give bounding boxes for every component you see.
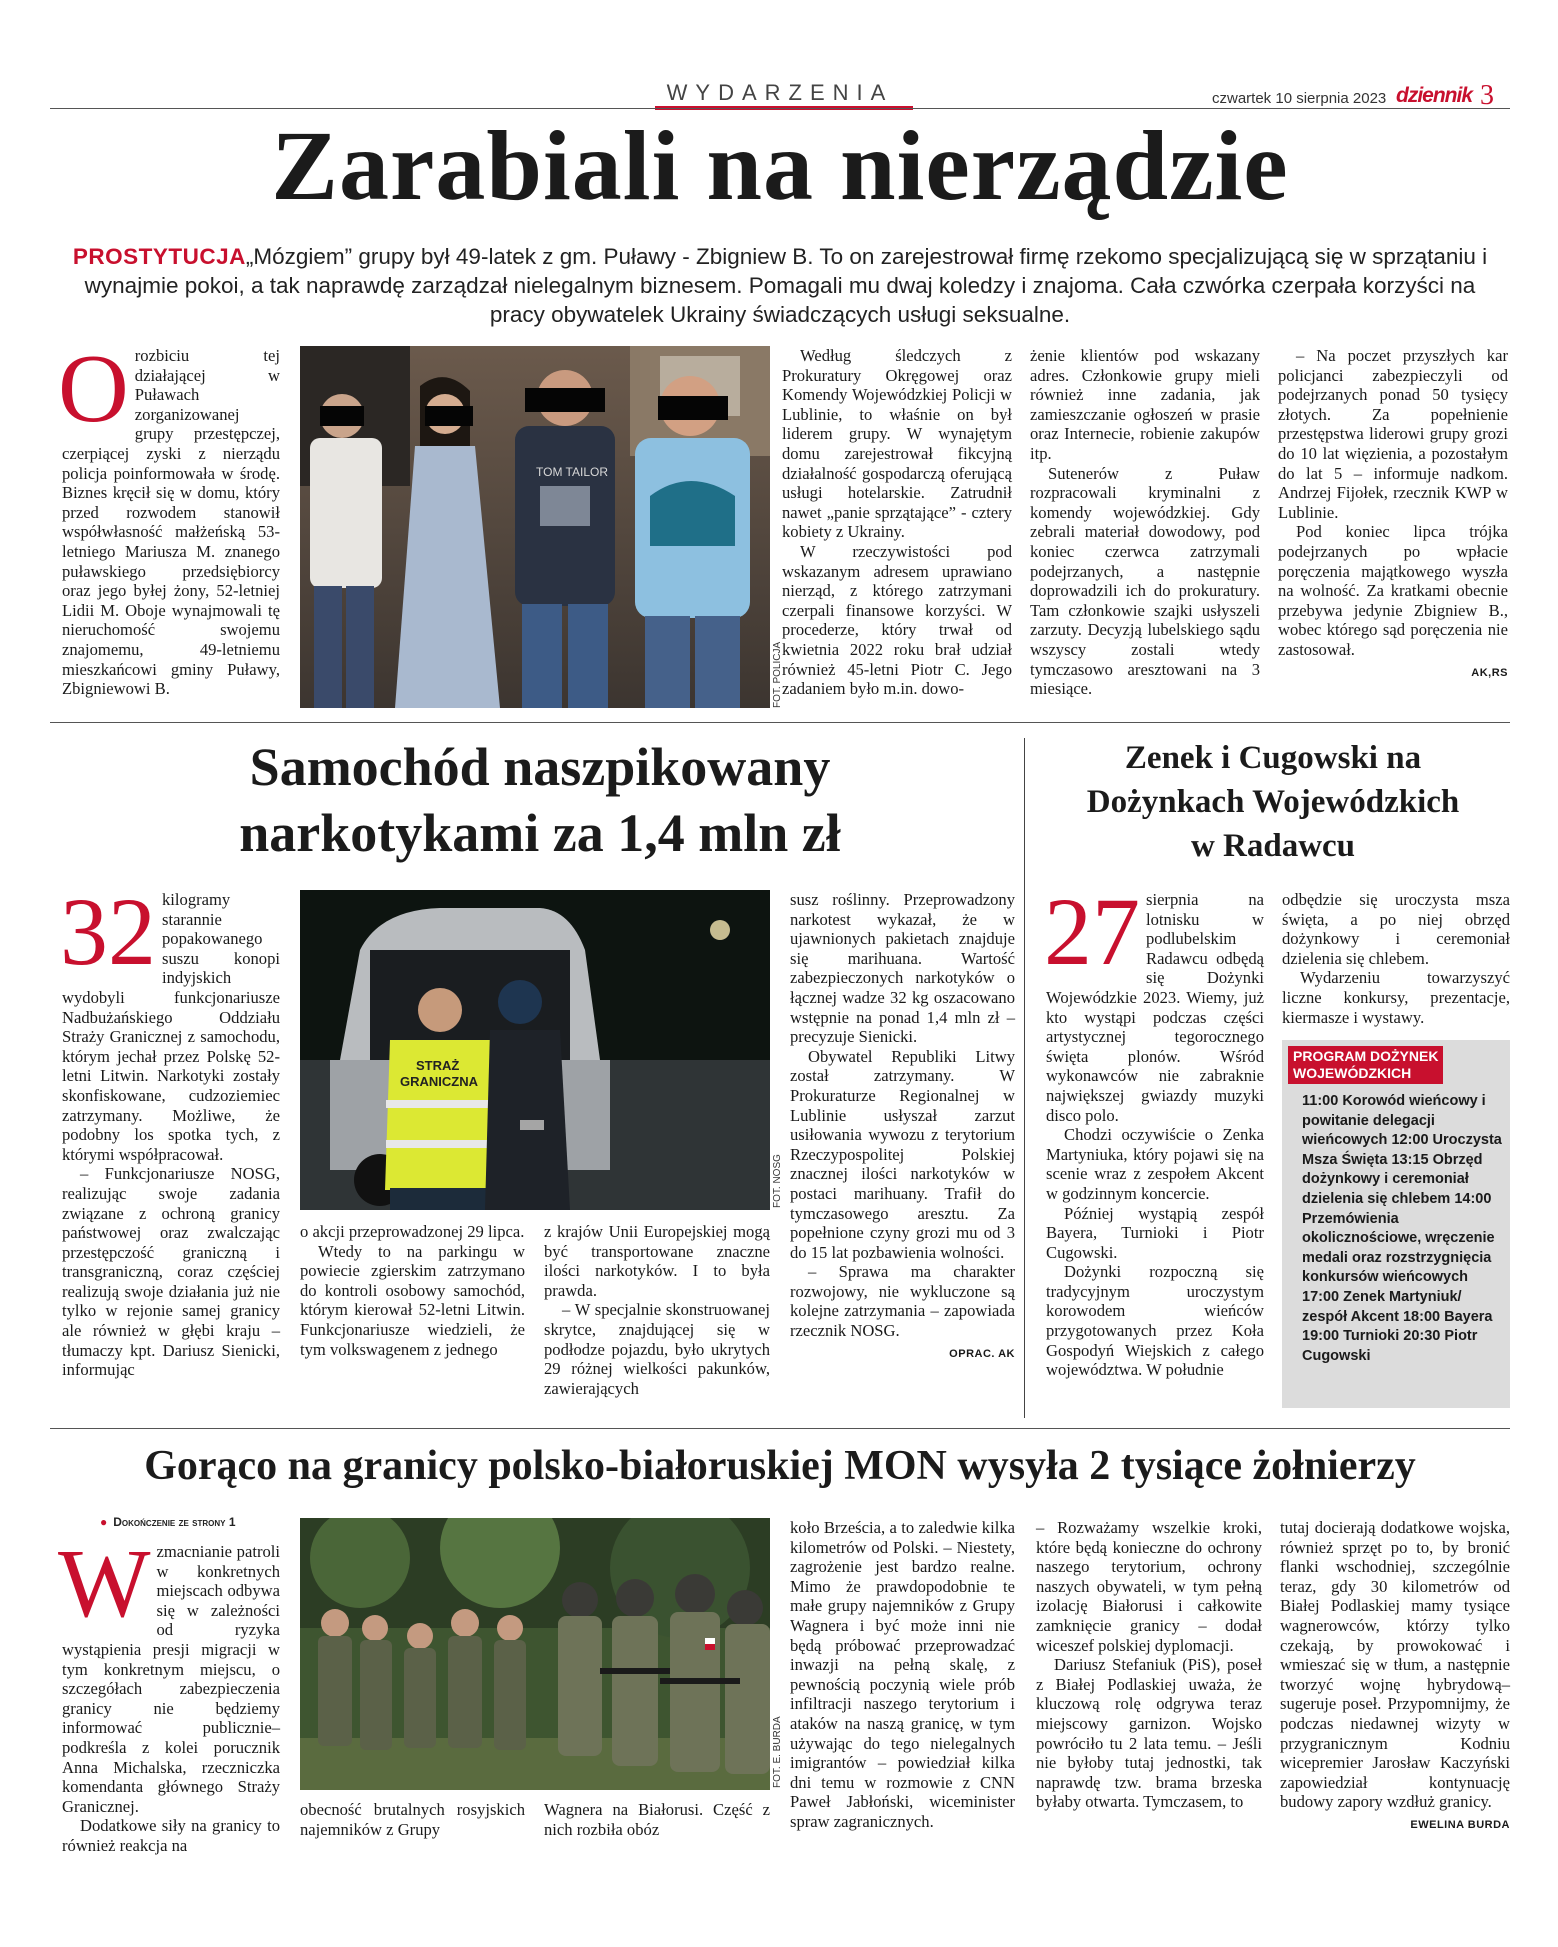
issue-date: czwartek 10 sierpnia 2023 [1212, 90, 1387, 107]
program-label-line2: WOJEWÓDZKICH [1293, 1065, 1412, 1081]
article2-title [60, 734, 1020, 866]
article4-col3-p1: Wagnera na Białorusi. Część z nich rozbiła obóz [544, 1800, 770, 1839]
article4-continuation [100, 1515, 236, 1529]
article4-col1-p2: Dodatkowe siły na granicy to również reakcja na [62, 1816, 280, 1855]
article3-title-line3: w Radawcu [1190, 828, 1356, 864]
article1-col5-p1: – Na poczet przyszłych kar policjanci zabezpieczyli od podejrzanych ponad 50 tysięcy złotych. Za popełnienie przestępstwa liderowi grupy grozi do 10 lat więzienia, a pozostałym do lat 5 – informuje nadkom. Andrzej Fijołek, rzecznik KWP w Lublinie. [1278, 346, 1508, 522]
article2-signature: OPRAC. AK [949, 1347, 1015, 1360]
article4-title: Gorąco na granicy polsko-białoruskiej MON wysyła 2 tysiące żołnierzy [144, 1443, 1416, 1489]
article1-col3-p2: W rzeczywistości pod wskazanym adresem uprawiano nierząd, z którego zatrzymani czerpali finansowe korzyści. W procederze, który trwał od kwietnia 2022 roku brał udział również 45-letni Piotr C. Jego zadaniem było m.in. dowo- [782, 541, 1012, 699]
article1-col1 [58, 335, 280, 699]
article1-col5-p2: Pod koniec lipca trójka podejrzanych po wpłacie poręczenia majątkowego wyszła na wolność. Za kratkami obecnie przebywa jedynie Zbigniew B., wobec którego sąd poręczenia nie zastosował. [1278, 522, 1508, 659]
article2-col4 [790, 890, 1015, 1364]
article4-dropcap: W [58, 1530, 151, 1638]
article2-photo-credit: FOT. NOSG [772, 1154, 783, 1208]
article4-col5-p2: Dariusz Stefaniuk (PiS), poseł z Białej Podlaskiej uważa, że kluczową rolę odgrywa teraz miejscowy garnizon. Wojsko powróciło tu 2 lata temu. – Jeśli nie byłoby tutaj jednostki, tak naprawdę tzw. brama brzeska byłaby otwarta. Tymczasem, to [1036, 1655, 1262, 1812]
article2-photo-border-guard [300, 890, 770, 1210]
article4-col1-text: zmacnianie patroli w konkretnych miejscach odbywa się w zależności od ryzyka wystąpienia presji migracji w tym konkretnym miejscu, o szczegółach zabezpieczenia granicy nie będziemy informować publicznie– podkreśla z kolei porucznik Anna Michalska, rzeczniczka komendanta głównego Straży Granicznej. [62, 1542, 280, 1816]
article1-title: Zarabiali na nierządzie [271, 110, 1289, 221]
article2-col1-p2: – Funkcjonariusze NOSG, realizując swoje zadania związane z ochroną granicy państwowej oraz zwalczając przestępczość graniczną i transgraniczną, coraz częściej realizują swoje działania już nie tylko w rejonie samej granicy ale również w głębi kraju – tłumaczy kpt. Dariusz Sienicki, informując [62, 1164, 280, 1380]
divider-2 [50, 1428, 1510, 1429]
article2-col3-p2: – W specjalnie skonstruowanej skrytce, znajdującej się w podłodze pojazdu, było ukrytych 29 różnej wielkości pakunków, zawierających [544, 1300, 770, 1398]
article2-title-line2: narkotykami za 1,4 mln zł [239, 803, 841, 863]
article1-photo-credit: FOT. POLICJA [772, 641, 783, 708]
svg-text:TOM TAILOR: TOM TAILOR [536, 465, 609, 479]
article2-title-line1: Samochód naszpikowany [249, 737, 831, 797]
article3-title [1036, 736, 1510, 868]
article2-col1-text: kilogramy starannie popakowanego suszu konopi indyjskich wydobyli funkcjonariusze Nadbużańskiego Oddziału Straży Granicznej z samochodu, którym jechał przez Polskę 52-letni Litwin. Narkotyki zostały skonfiskowane, cudzoziemiec zatrzymany. Możliwe, że podobny los spotka tych, z którymi współpracował. [62, 890, 280, 1164]
article1-col3 [782, 346, 1012, 699]
article1-kicker: PROSTYTUCJA [72, 244, 246, 269]
article3-col1 [1044, 878, 1264, 1380]
vest-text-1: STRAŻ [416, 1058, 460, 1073]
article3-col1-p2: Chodzi oczywiście o Zenka Martyniuka, który pojawi się na scenie wraz z zespołem Akcent w godzinnym koncercie. [1046, 1125, 1264, 1203]
article2-col4-p2: Obywatel Republiki Litwy został zatrzymany. W Prokuraturze Regionalnej w Lublinie usłyszał zarzut usiłowania wywozu z terytorium Rzeczypospolitej Polskiej znacznej ilości narkotyków w postaci marihuany. Trafił do tymczasowego aresztu. Za popełnione czyny grozi mu od 3 do 15 lat pozbawienia wolności. [790, 1046, 1015, 1262]
article3-col2-p2: Wydarzeniu towarzyszyć liczne konkursy, prezentacje, kiermasze i wystawy. [1282, 968, 1510, 1027]
article4-col2-p1: obecność brutalnych rosyjskich najemników z Grupy [300, 1800, 525, 1839]
page-number: 3 [1480, 80, 1494, 111]
article1-signature: AK,RS [1471, 666, 1508, 679]
article3-title-line1: Zenek i Cugowski na [1124, 740, 1422, 776]
section-label: WYDARZENIA [666, 80, 894, 105]
program-box [1282, 1040, 1510, 1408]
article4-col4 [790, 1518, 1015, 1832]
article2-col3 [544, 1222, 770, 1398]
article1-col5 [1278, 346, 1508, 683]
program-text: 11:00 Korowód wieńcowy i powitanie delegacji wieńcowych 12:00 Uroczysta Msza Święta 13:15 Obrzęd dożynkowy i ceremoniał dzielenia się chlebem 14:00 Przemówienia okolicznościowe, wręczenie medali oraz rozstrzygnięcia konkursów wieńcowych 17:00 Zenek Martyniuk/ zespół Akcent 18:00 Bayera 19:00 Turnioki 20:30 Piotr Cugowski [1302, 1093, 1502, 1364]
article2-col1 [60, 878, 280, 1380]
article4-col4-p1: koło Brześcia, a to zaledwie kilka kilometrów od Polski. – Niestety, zagrożenie jest bardzo realne. Mimo że prawdopodobnie te małe grupy najemników z Grupy Wagnera i być może inni nie będą próbować przeprowadzać inwazji na pełną skalę, z pewnością poczynią wiele prób infiltracji naszego terytorium i ataków na naszą granicę, w tym używając do tego nielegalnych imigrantów – powiedział kilka dni temu w rozmowie z CNN Paweł Jabłoński, wiceminister spraw zagranicznych. [790, 1518, 1015, 1831]
article3-col1-p3: Później wystąpią zespół Bayera, Turnioki i Piotr Cugowski. [1046, 1203, 1264, 1262]
vest-text-2: GRANICZNA [400, 1074, 478, 1089]
article1-col4-p1: żenie klientów pod wskazany adres. Członkowie grupy mieli również inne zadania, jak zamieszczanie ogłoszeń w prasie oraz Internecie, robienie zakupów itp. [1030, 346, 1260, 463]
article1-col4 [1030, 346, 1260, 699]
brand-logo: dziennik [1396, 84, 1473, 107]
article3-dropcap: 27 [1044, 878, 1140, 985]
article2-col2-p1: o akcji przeprowadzonej 29 lipca. [300, 1222, 525, 1241]
article1-lead-text: „Mózgiem” grupy był 49-latek z gm. Puławy - Zbigniew B. To on zarejestrował firmę rzekomo specjalizującą się w sprzątaniu i wynajmie pokoi, a tak naprawdę zarządzał nielegalnym biznesem. Pomagali mu dwaj koledzy i znajoma. Cała czwórka czerpała korzyści na pracy obywatelek Ukrainy świadczących usługi seksualne. [84, 244, 1488, 327]
article3-col1-p4: Dożynki rozpoczną się tradycyjnym uroczystym korowodem wieńców przygotowanych przez Koła Gospodyń Wiejskich z całego województwa. W południe [1046, 1262, 1264, 1380]
article4-col3 [544, 1800, 770, 1839]
article1-photo-suspects [300, 346, 770, 708]
program-label-line1: PROGRAM DOŻYNEK [1293, 1048, 1439, 1064]
article2-col3-p1: z krajów Unii Europejskiej mogą być transportowane znaczne ilości narkotyków. I to była prawda. [544, 1222, 770, 1300]
article3-title-line2: Dożynkach Wojewódzkich [1086, 784, 1460, 820]
article4-continuation-text: Dokończenie ze strony 1 [113, 1515, 236, 1529]
article1-lead [62, 242, 1498, 329]
article1-col3-p1: Według śledczych z Prokuratury Okręgowej oraz Komendy Wojewódzkiej Policji w Lublinie, to właśnie on był liderem grupy. W wynajętym domu zarejestrował fikcyjną działalność gospodarczą oferującą usługi hotelarskie. Zatrudnił nawet „panie sprzątające” - cztery kobiety z Ukrainy. [782, 346, 1012, 542]
article1-col1-text: rozbiciu tej działającej w Puławach zorganizowanej grupy przestępczej, czerpiącej zyski z nierządu policja poinformowała w środę. Biznes kręcił się w domu, który przed rozwodem stanowił współwłasność małżeńską 53-letniego Mariusza M. znanego puławskiego przedsiębiorcy oraz jego byłej żony, 52-letniej Lidii M. Oboje wynajmowali tę nieruchomość swojemu znajomemu, 49-letniemu mieszkańcowi gminy Puławy, Zbigniewowi B. [62, 346, 280, 699]
article3-col1-text: sierpnia na lotnisku w podlubelskim Radawcu odbędą się Dożynki Wojewódzkie 2023. Wiemy, już kto wystąpi podczas części artystycznej tegorocznego święta plonów. Wśród wykonawców nie zabraknie największej gwiazdy muzyki disco polo. [1046, 890, 1264, 1125]
article2-col4-p3: – Sprawa ma charakter rozwojowy, nie wykluczone są kolejne zatrzymania – zapowiada rzecznik NOSG. [790, 1262, 1015, 1341]
article4-col5 [1036, 1518, 1262, 1812]
article4-photo-credit: FOT. E. BURDA [772, 1716, 783, 1788]
article4-col6 [1280, 1518, 1510, 1836]
article2-dropcap: 32 [60, 878, 156, 985]
program-label [1288, 1046, 1443, 1084]
article2-col2 [300, 1222, 525, 1359]
article1-dropcap: O [58, 335, 129, 443]
article4-col6-p1: tutaj docierają dodatkowe wojska, również sprzęt po to, by bronić flanki wschodniej, szczególnie teraz, gdy 30 kilometrów od Białej Podlaskiej mamy tysiące wagnerowców, którzy tylko czekają, by prowokować i wmieszać się w tłum, a następnie tworzyć wojnę hybrydową– sugeruje poseł. Przypomnijmy, że podczas niedawnej wizyty w przygranicznym Kodniu wicepremier Jarosław Kaczyński zapowiedział kontynuację budowy zapory wzdłuż granicy. [1280, 1518, 1510, 1812]
article4-col5-p1: – Rozważamy wszelkie kroki, które będą konieczne do ochrony naszego terytorium, ochrony naszych obywateli, w tym pełną izolację Białorusi i całkowite zamknięcie granicy – dodał wiceszef polskiej dyplomacji. [1036, 1518, 1262, 1655]
article4-photo-soldiers [300, 1518, 770, 1790]
article4-col2 [300, 1800, 525, 1839]
bullet-icon: ● [100, 1515, 108, 1529]
article2-col4-p1: susz roślinny. Przeprowadzony narkotest wykazał, że w ujawnionych pakietach znajduje się marihuana. Wartość zabezpieczonych narkotyków o łącznej wadze 32 kg oszacowano wstępnie na ponad 1,4 mln zł – precyzuje Sienicki. [790, 890, 1015, 1047]
article2-col2-p2: Wtedy to na parkingu w powiecie zgierskim zatrzymano do kontroli osobowy samochód, którym kierował 52-letni Litwin. Funkcjonariusze wiedzieli, że tym volkswagenem z jednego [300, 1241, 525, 1359]
article3-col2 [1282, 890, 1510, 1027]
article4-signature: EWELINA BURDA [1410, 1818, 1510, 1831]
vertical-divider [1024, 738, 1025, 1418]
article1-col4-p2: Sutenerów z Puław rozpracowali kryminalni z komendy wojewódzkiej. Gdy zebrali materiał dowodowy, pod koniec czerwca zatrzymali podejrzanych, a następnie doprowadzili ich do prokuratury. Tam członkowie szajki usłyszeli zarzuty. Decyzją lubelskiego sądu wszyscy zostali wtedy tymczasowo aresztowani na 3 miesiące. [1030, 463, 1260, 699]
article3-col2-p1: odbędzie się uroczysta msza święta, a po niej obrzęd dożynkowy i ceremoniał dzielenia się chlebem. [1282, 890, 1510, 968]
divider-1 [50, 722, 1510, 723]
article4-col1 [58, 1530, 280, 1856]
